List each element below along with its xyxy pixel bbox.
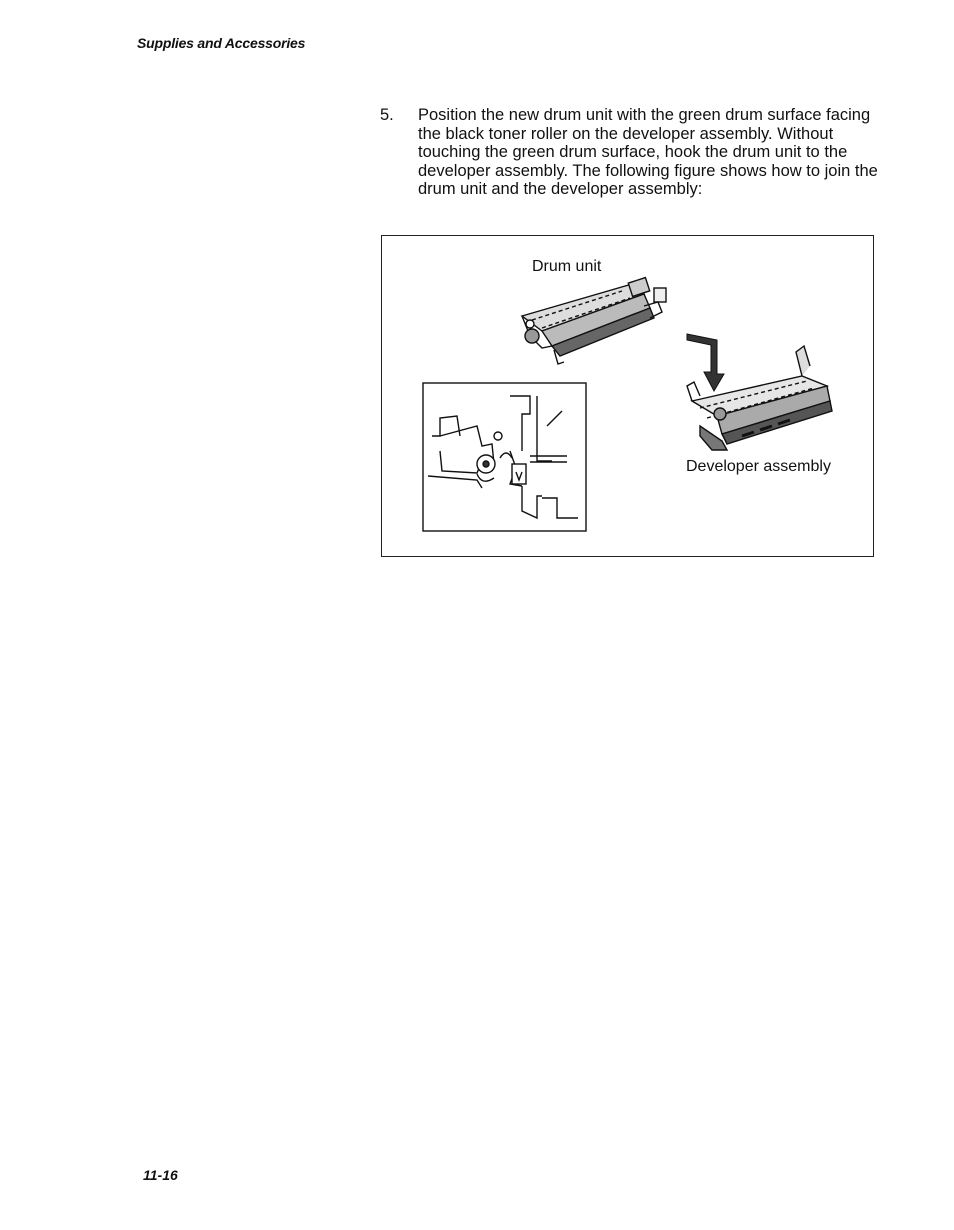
figure-illustration [382,236,873,556]
step-number: 5. [380,106,394,124]
detail-inset [423,383,586,531]
step-text: Position the new drum unit with the green drum surface facing the black toner roller on the developer assembly. Without touching the green drum surface, hook the drum unit to the developer assembly. The following figure shows how to join the drum unit and the developer assembly: [418,106,878,198]
developer-assembly-drawing [687,346,832,450]
drum-unit-drawing [522,278,666,364]
page-number: 11-16 [143,1167,178,1183]
developer-assembly-label: Developer assembly [686,458,831,475]
drum-unit-label: Drum unit [532,258,602,275]
running-header: Supplies and Accessories [137,35,306,51]
drum-installation-figure [381,235,874,557]
